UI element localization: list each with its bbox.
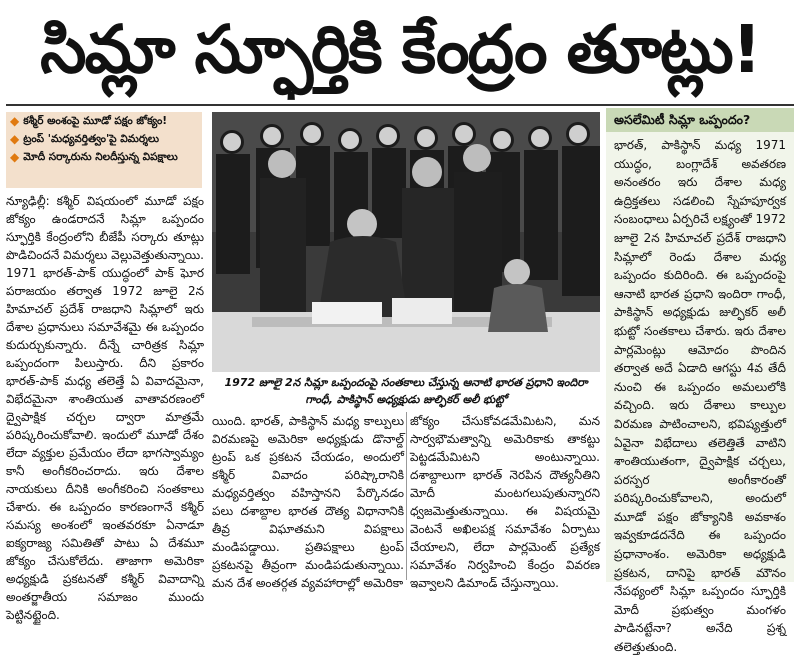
bullet-icon: ◆: [10, 132, 20, 146]
highlights-box: [6, 112, 202, 188]
article-text: న్యూఢిల్లీ: కశ్మీర్ విషయంలో మూడో పక్షం జోక్యం ఉండరాదనే సిమ్లా ఒప్పందం స్ఫూర్తికి కేంద్రంలోని బీజేపీ సర్కారు తూట్లు పొడిచిందనే విమర్శలు వెల్లువెత్తుతున్నాయి. 1971 భారత్-పాక్ యుద్ధంలో పాక్ ఘోర పరాజయం తర్వాత 1972 జూలై 2న హిమాచల్ ప్రదేశ్ రాజధాని సిమ్లాలో ఇరు దేశాల ప్రధానులు సమావేశమై ఈ ఒప్పందం కుదుర్చుకున్నారు. దీన్నే చారిత్రక సిమ్లా ఒప్పందంగా పిలుస్తారు. దీని ప్రకారం భారత్-పాక్ మధ్య తలెత్తే ఏ వివాదమైనా, విభేదమైనా శాంతియుత వాతావరణంలో ద్వైపాక్షిక చర్చల ద్వారా మాత్రమే పరిష్కరించుకోవాలి. ఇందులో మూడో దేశం లేదా వ్యక్తుల ప్రమేయం లేదా భాగస్వామ్యం కానీ అంగీకరించరాదు. ఇరు దేశాల నాయకులు దీనికి అంగీకరించి సంతకాలు చేశారు. ఈ ఒప్పందం కారణంగానే కశ్మీర్ సమస్య అంశంలో ఇంతవరకూ ఏనాడూ ఐక్యరాజ్య సమితితో పాటు ఏ దేశమూ జోక్యం చేసుకోలేదు. తాజాగా అమెరికా అధ్యక్షుడి ప్రకటనతో కశ్మీర్ వివాదాన్ని అంతర్జాతీయ సమాజం ముందు పెట్టినట్టైంది.: [6, 194, 204, 622]
article-column-1: [212, 412, 404, 590]
signing-photo: [212, 112, 600, 372]
article-text: యింది. భారత్, పాకిస్థాన్ మధ్య కాల్పులు విరమణపై అమెరికా అధ్యక్షుడు డొనాల్డ్ ట్రంప్ ఒక ప్రకటన చేయడం, అందులో కశ్మీర్ వివాదం పరిష్కారానికి మధ్యవర్తిత్వం వహిస్తానని పేర్కొనడం పలు దశాబ్దాల భారత దౌత్య విధానానికి తీవ్ర విఘాతమని విపక్షాలు మండిపడ్డాయి. ప్రతిపక్షాలు ట్రంప్ ప్రకటనపై తీవ్రంగా మండిపడుతున్నాయి. మన దేశ అంతర్గత వ్యవహారాల్లో అమెరికా: [212, 414, 404, 590]
highlight-text: కశ్మీర్ అంశంపై మూడో పక్షం జోక్యం!: [23, 115, 168, 127]
highlight-text: మోదీ సర్కారును నిలదీస్తున్న విపక్షాలు: [23, 151, 178, 163]
highlight-item: [10, 151, 198, 164]
bullet-icon: ◆: [10, 150, 20, 164]
sidebar-body: భారత్, పాకిస్థాన్ మధ్య 1971 యుద్ధం, బంగ్లాదేశ్ అవతరణ అనంతరం ఇరు దేశాల మధ్య ఉద్రిక్తతలు సడలించి స్నేహపూర్వక సంబంధాలు ఏర్పరిచే లక్ష్యంతో 1972 జూలై 2న హిమాచల్ ప్రదేశ్ రాజధాని సిమ్లాలో రెండు దేశాల మధ్య ఒప్పందం కుదిరింది. ఈ ఒప్పందంపై ఆనాటి భారత ప్రధాని ఇందిరా గాంధీ, పాకిస్థాన్ అధ్యక్షుడు జుల్ఫికర్ అలీ భుట్టో సంతకాలు చేశారు. ఇరు దేశాల పార్లమెంట్లు ఆమోదం పొందిన తర్వాత అదే ఏడాది ఆగస్టు 4వ తేదీ నుంచి ఈ ఒప్పందం అమలులోకి వచ్చింది. ఇరు దేశాలు కాల్పుల విరమణ పాటించాలని, భవిష్యత్తులో ఏవైనా విభేదాలు తలెత్తితే వాటిని శాంతియుతంగా, ద్వైపాక్షిక చర్చలు, పరస్పర అంగీకారంతో పరిష్కరించుకోవాలని, అందులో మూడో పక్షం జోక్యానికి అవకాశం ఇవ్వకూడదనేది ఈ ఒప్పందం ప్రధానాంశం. అమెరికా అధ్యక్షుడి ప్రకటన, దానిపై భారత్ మౌనం నేపథ్యంలో సిమ్లా ఒప్పందం స్ఫూర్తికి మోదీ ప్రభుత్వం మంగళం పాడినట్టేనా? అనేది ప్రశ్న తలెత్తుతుంది.: [614, 138, 787, 655]
highlight-item: [10, 115, 198, 128]
headline: సిమ్లా స్ఫూర్తికి కేంద్రం తూట్లు!: [40, 11, 760, 88]
article-left-column: [6, 192, 204, 622]
article-column-2: [410, 412, 600, 590]
bullet-icon: ◆: [10, 114, 20, 128]
sidebar-box: [606, 108, 794, 655]
highlight-text: ట్రంప్ 'మధ్యవర్తిత్వం'పై విమర్శలు: [23, 133, 159, 145]
sidebar-title: అసలేమిటీ సిమ్లా ఒప్పందం?: [606, 108, 794, 132]
photo-caption: 1972 జూలై 2న సిమ్లా ఒప్పందంపై సంతకాలు చేస్తున్న ఆనాటి భారత ప్రధాని ఇందిరా గాంధీ, పాకిస్థాన్ అధ్యక్షుడు జుల్ఫికర్ అలీ భుట్టో: [224, 376, 588, 406]
highlight-item: [10, 133, 198, 146]
headline-divider: [6, 104, 794, 106]
column-divider: [406, 412, 407, 580]
article-text: జోక్యం చేసుకోవడమేమిటని, మన సార్వభౌమత్వాన్ని అమెరికాకు తాకట్టు పెట్టడమేమిటని అంటున్నాయి. దశాబ్దాలుగా భారత్ నెరపిన దౌత్యనీతిని మోదీ మంటగలుపుతున్నారని ధ్వజమెత్తుతున్నాయి. ఈ విషయమై వెంటనే అఖిలపక్ష సమావేశం ఏర్పాటు చేయాలని, లేదా పార్లమెంట్ ప్రత్యేక సమావేశం నిర్వహించి కేంద్రం వివరణ ఇవ్వాలని డిమాండ్ చేస్తున్నాయి.: [410, 414, 600, 590]
photo-illustration: [212, 112, 600, 372]
